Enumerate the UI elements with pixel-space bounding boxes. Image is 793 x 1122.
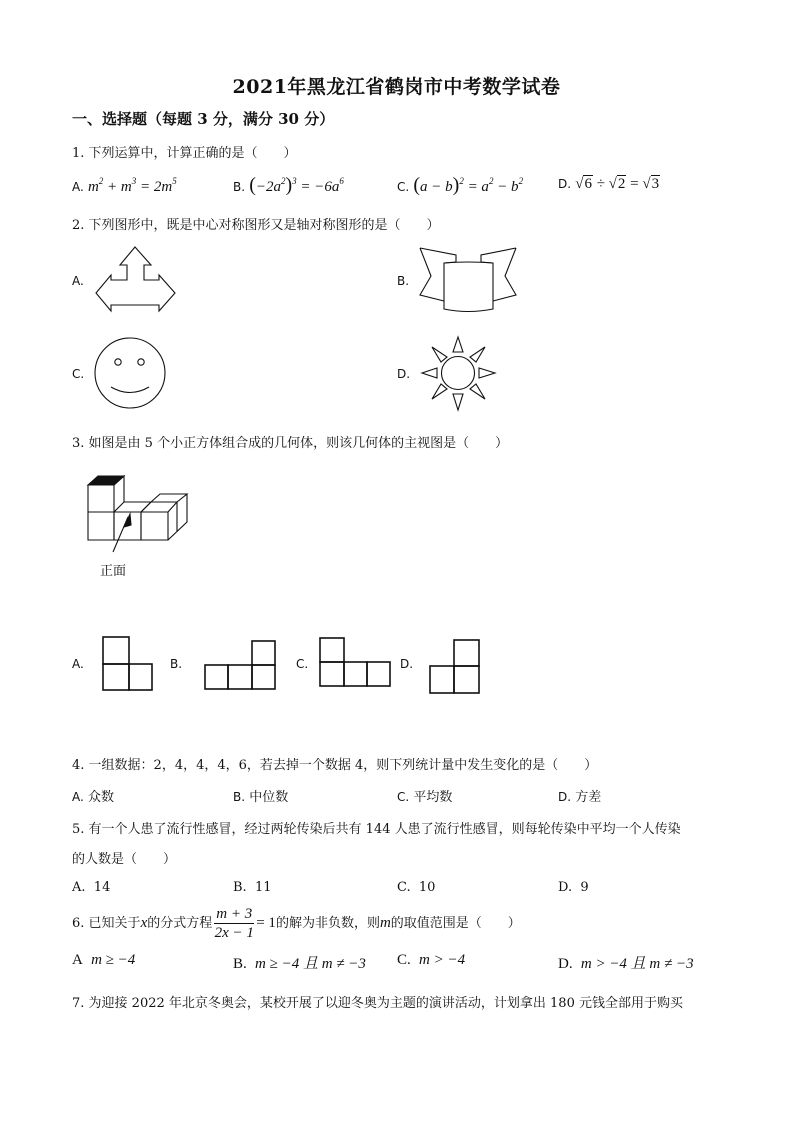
question-6-stem xyxy=(72,905,521,942)
question-2-stem xyxy=(72,214,440,233)
question-text: 的分式方程 xyxy=(147,916,213,931)
option-label: B. xyxy=(233,180,246,194)
option-text: m > −4 且 m ≠ −3 xyxy=(580,956,694,972)
q4-option-d[interactable] xyxy=(558,786,601,805)
question-4-stem xyxy=(72,754,597,773)
question-text: 如图是由 5 个小正方体组合成的几何体，则该几何体的主视图是（ ） xyxy=(88,436,509,451)
q4-option-a[interactable] xyxy=(72,786,114,805)
q6-option-a[interactable] xyxy=(72,952,135,969)
q4-option-c[interactable] xyxy=(397,786,452,805)
question-7-stem xyxy=(72,992,683,1011)
question-text: 下列图形中，既是中心对称图形又是轴对称图形的是（ ） xyxy=(88,218,440,233)
q1-option-d[interactable] xyxy=(558,176,660,193)
fraction xyxy=(214,905,254,942)
q1-option-a[interactable] xyxy=(72,176,177,196)
option-text: 11 xyxy=(254,880,272,895)
option-text: 14 xyxy=(93,880,111,895)
option-label: A. xyxy=(72,790,84,804)
option-label: B. xyxy=(233,880,247,895)
option-formula: $m^2 + m^3 = 2m^5$ xyxy=(87,176,177,195)
question-number: 1. xyxy=(72,146,85,161)
question-5-stem xyxy=(72,818,681,837)
option-formula: √6 ÷ √2 = √3 xyxy=(575,176,660,192)
option-text: 中位数 xyxy=(249,790,289,805)
question-number: 3. xyxy=(72,436,85,451)
option-label: D. xyxy=(558,177,572,191)
option-text: m > −4 xyxy=(419,952,466,968)
option-text: 平均数 xyxy=(413,790,453,805)
option-text: m ≥ −4 xyxy=(91,952,136,968)
option-label: C. xyxy=(397,790,410,804)
question-number: 7. xyxy=(72,996,85,1011)
option-label: C. xyxy=(397,880,411,895)
section-heading: 一、选择题（每题 3 分，满分 30 分） xyxy=(72,110,335,128)
q5-option-c[interactable] xyxy=(397,880,435,895)
question-3-stem xyxy=(72,432,508,451)
question-text: 下列运算中，计算正确的是（ ） xyxy=(88,146,297,161)
question-number: 4. xyxy=(72,758,85,773)
q3-option-a-label[interactable]: A. xyxy=(72,657,84,671)
question-text: 已知关于 xyxy=(88,916,141,931)
q3-option-d-figure xyxy=(0,0,1,1)
option-label: D. xyxy=(558,790,572,804)
q3-option-b-label[interactable]: B. xyxy=(170,657,183,671)
q3-option-d-label[interactable]: D. xyxy=(400,657,414,671)
fraction-denominator: 2x − 1 xyxy=(214,925,254,941)
question-text: 的解为非负数，则 xyxy=(275,916,380,931)
q2-option-a-label[interactable]: A. xyxy=(72,274,84,288)
front-view-caption: 正面 xyxy=(100,564,127,579)
option-text: 9 xyxy=(580,880,589,895)
q6-option-b[interactable] xyxy=(233,952,366,973)
option-label: A. xyxy=(72,880,86,895)
question-1-stem xyxy=(72,142,297,161)
q3-option-c-label[interactable]: C. xyxy=(296,657,309,671)
q1-option-b[interactable] xyxy=(233,174,344,197)
option-label: D. xyxy=(558,880,573,895)
question-text: 的取值范围是（ ） xyxy=(390,916,521,931)
option-label: A. xyxy=(72,180,84,194)
question-text: 有一个人患了流行性感冒，经过两轮传染后共有 144 人患了流行性感冒，则每轮传染中平均一个人传染 xyxy=(88,822,681,837)
question-number: 6. xyxy=(72,916,85,931)
equation-rhs: = 1 xyxy=(256,915,276,931)
variable-x: x xyxy=(140,915,148,931)
question-5-stem-cont: 的人数是（ ） xyxy=(72,852,177,867)
option-label: D. xyxy=(558,956,573,972)
option-text: 众数 xyxy=(87,790,114,805)
option-text: 方差 xyxy=(575,790,602,805)
q2-option-d-label[interactable]: D. xyxy=(397,367,411,381)
q4-option-b[interactable] xyxy=(233,786,288,805)
question-number: 5. xyxy=(72,822,85,837)
q6-option-d[interactable] xyxy=(558,952,694,973)
q2-option-c-label[interactable]: C. xyxy=(72,367,85,381)
q1-option-c[interactable] xyxy=(397,174,523,197)
question-number: 2. xyxy=(72,218,85,233)
variable-m: m xyxy=(379,915,391,931)
option-text: 10 xyxy=(418,880,436,895)
q5-option-a[interactable] xyxy=(72,880,110,895)
option-label: B. xyxy=(233,790,246,804)
q2-option-b-label[interactable]: B. xyxy=(397,274,410,288)
document-title: 2021年黑龙江省鹤岗市中考数学试卷 xyxy=(232,76,561,98)
option-formula: $(-2a^2)^3 = -6a^6$ xyxy=(249,174,344,196)
option-label: C. xyxy=(397,180,410,194)
option-label: C. xyxy=(397,952,411,968)
option-label: A xyxy=(72,952,83,968)
q5-option-b[interactable] xyxy=(233,880,272,895)
question-text: 一组数据：2，4，4，4，6，若去掉一个数据 4，则下列统计量中发生变化的是（ ） xyxy=(88,758,598,773)
option-label: B. xyxy=(233,956,247,972)
option-formula: $(a - b)^2 = a^2 - b^2$ xyxy=(413,174,524,196)
q6-option-c[interactable] xyxy=(397,952,465,969)
question-text: 为迎接 2022 年北京冬奥会，某校开展了以迎冬奥为主题的演讲活动，计划拿出 180 元钱全部用于购买 xyxy=(88,996,683,1011)
option-text: m ≥ −4 且 m ≠ −3 xyxy=(255,956,366,972)
q5-option-d[interactable] xyxy=(558,880,589,895)
fraction-numerator: m + 3 xyxy=(216,906,253,922)
